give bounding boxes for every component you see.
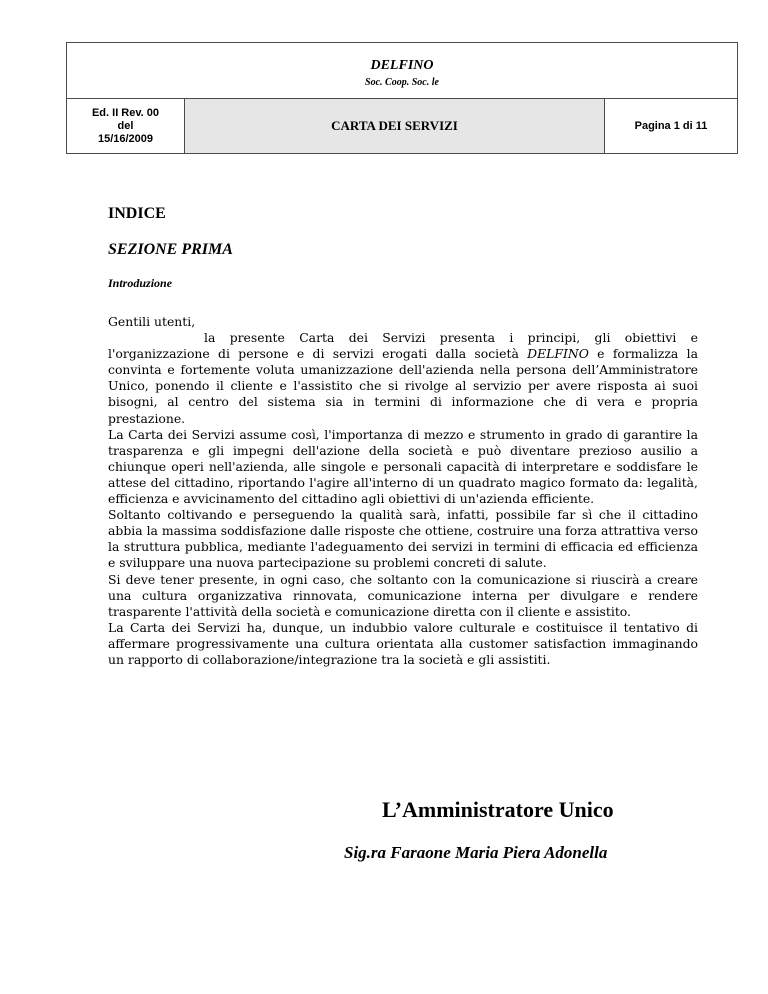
company-cell: [67, 43, 738, 99]
section-heading: SEZIONE PRIMA: [108, 241, 233, 258]
paragraph-1-part-b: e formalizza la convinta e fortemente voluta umanizzazione dell'azienda nella persona dell’Amministratore Unico, ponendo il cliente e l'assistito che si rivolge al servizio per avere risposta ai suoi bisogni, al centro del sistema sia in termini di informazione che di vera e propria prestazione.: [108, 346, 698, 426]
company-name-inline: DELFINO: [527, 346, 589, 362]
paragraph-1: [108, 330, 698, 427]
company-name: DELFINO: [370, 57, 434, 73]
signature-role: L’Amministratore Unico: [382, 797, 614, 822]
paragraph-5: La Carta dei Servizi ha, dunque, un indubbio valore culturale e costituisce il tentativo di affermare progressivamente una cultura orientata alla customer satisfaction immaginando un rapporto di collaborazione/integrazione tra la società e gli assistiti.: [108, 619, 698, 667]
revision-edition: Ed. II Rev. 00: [91, 106, 160, 119]
document-title: CARTA DEI SERVIZI: [185, 99, 605, 154]
paragraph-4: Si deve tener presente, in ogni caso, che soltanto con la comunicazione si riuscirà a creare una cultura organizzativa rinnovata, comunicazione interna per divulgare e rendere trasparente l'attività della società e comunicazione diretta con il cliente e assistito.: [108, 571, 698, 619]
intro-heading: Introduzione: [108, 276, 173, 290]
revision-date: 15/16/2009: [97, 132, 154, 145]
paragraph-1-part-a: la presente Carta dei Servizi presenta i principi, gli obiettivi e l'organizzazione di persone e di servizi erogati dalla società: [108, 330, 698, 362]
greeting: Gentili utenti,: [108, 314, 196, 329]
company-subtitle: Soc. Coop. Soc. le: [365, 76, 439, 88]
signature-name: Sig.ra Faraone Maria Piera Adonella: [344, 843, 608, 862]
document-header: [66, 42, 738, 154]
revision-cell: [67, 99, 185, 154]
index-heading: INDICE: [108, 205, 166, 222]
paragraph-3: Soltanto coltivando e perseguendo la qualità sarà, infatti, possibile far sì che il cittadino abbia la massima soddisfazione dalle risposte che ottiene, costruire una forza attrattiva verso la struttura pubblica, mediante l'adeguamento dei servizi in termini di efficacia ed efficienza e sviluppare una nuova partecipazione su problemi concreti di salute.: [108, 507, 698, 571]
revision-del: del: [117, 119, 134, 132]
paragraph-2: La Carta dei Servizi assume così, l'importanza di mezzo e strumento in grado di garantire la trasparenza e gli impegni dell'azione della società e può diventare prezioso ausilio a chiunque operi nell'azienda, alle singole e personali capacità di interpretare e soddisfare le attese del cittadino, riportando l'agire all'interno di un quadrato magico formato da: legalità, efficienza e avvicinamento del cittadino agli obiettivi di un'azienda efficiente.: [108, 426, 698, 507]
page-indicator: Pagina 1 di 11: [605, 99, 738, 154]
intro-text: [108, 314, 698, 668]
